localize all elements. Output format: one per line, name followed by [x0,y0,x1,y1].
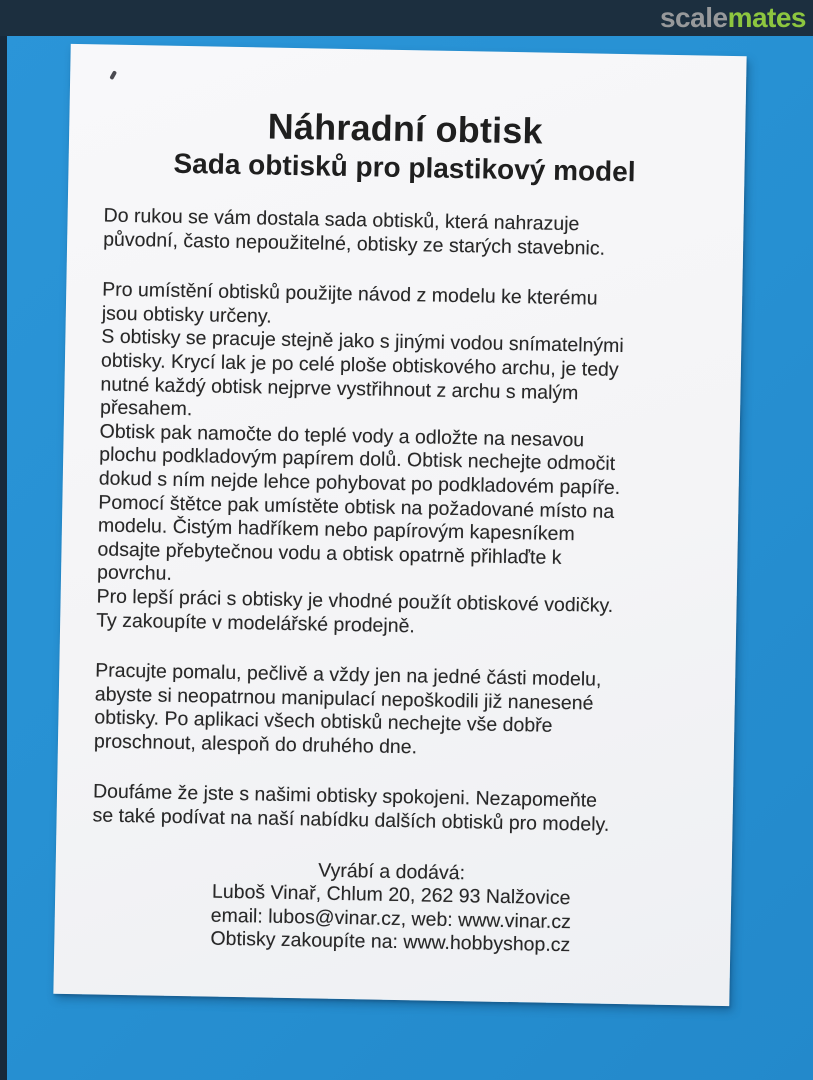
page-title: Náhradní obtisk [267,105,544,152]
manufacturer-info [90,855,692,960]
scalemates-logo-suffix: mates [727,2,806,33]
manufacturer-heading: Vyrábí a dodává: [318,859,466,884]
manufacturer-shop-link: Obtisky zakoupíte na: www.hobbyshop.cz [210,927,571,957]
paragraph-care-advice: Pracujte pomalu, pečlivě a vždy jen na jedné části modelu, abyste si neopatrnou manipulací nepoškodili již nanesené obtisky. Po aplikaci všech obtisků nechejte vše dobře proschnout, alespoň do druhého dne. [93,659,602,759]
paragraph-intro: Do rukou se vám dostala sada obtisků, která nahrazuje původní, často nepoužitelné, obtisky ze starých stavebnic. [102,204,606,260]
instruction-sheet [53,44,746,1006]
paragraph-application-instructions: Pro umístění obtisků použijte návod z modelu ke kterému jsou obtisky určeny. S obtisky se pracuje stejně jako s jinými vodou snímatelnými obtisky. Krycí lak je po celé ploše obtiskového archu, je tedy nutné každý obtisk nejprve vystřihnout z archu s malým přesahem. Obtisk pak namočte do teplé vody a odložte na nesavou plochu podkladovým papírem dolů. Obtisk nechejte odmočit dokud s ním nejde lehce pohybovat po podkladovém papíře. Pomocí štětce pak umístěte obtisk na požadované místo na modelu. Čistým hadříkem nebo papírovým kapesníkem odsajte přebytečnou vodu a obtisk opatrně přihlaďte k povrchu. Pro lepší práci s obtisky je vhodné použít obtiskové vodičky. Ty zakoupíte v modelářské prodejně. [96,278,624,637]
manufacturer-address: Luboš Vinař, Chlum 20, 262 93 Nalžovice [211,880,571,910]
scan-edge-shadow [0,36,7,1080]
paragraph-closing: Doufáme že jste s našimi obtisky spokojeni. Nezapomeňte se také podívat na naší nabídku dalších obtisků pro modely. [92,780,610,836]
page-subtitle: Sada obtisků pro plastikový model [173,147,636,188]
manufacturer-contacts: email: lubos@vinar.cz, web: www.vinar.cz [210,904,572,933]
watermark-bar [0,0,813,36]
paper-speck [109,70,117,80]
scalemates-logo-prefix: scale [659,2,728,33]
scalemates-logo [660,0,806,36]
